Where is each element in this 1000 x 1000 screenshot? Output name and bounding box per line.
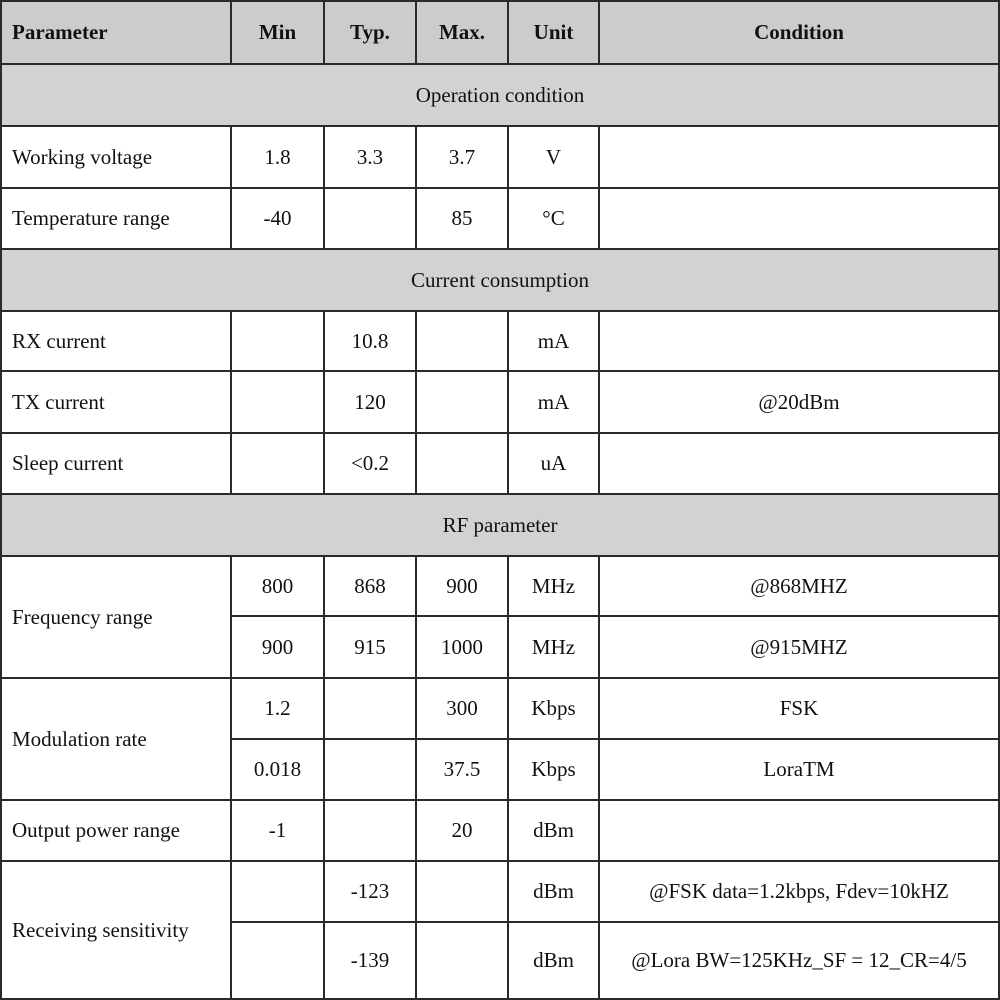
- min-cell: 0.018: [231, 739, 324, 800]
- min-cell: [231, 861, 324, 922]
- typ-cell: 120: [324, 371, 416, 433]
- table-row: [1, 311, 999, 371]
- unit-cell: MHz: [508, 556, 599, 616]
- unit-cell: °C: [508, 188, 599, 249]
- section-title: RF parameter: [1, 494, 999, 556]
- table-row: [1, 800, 999, 861]
- typ-cell: 868: [324, 556, 416, 616]
- max-cell: [416, 371, 508, 433]
- param-cell: Modulation rate: [1, 678, 231, 800]
- max-cell: [416, 433, 508, 494]
- param-cell: Output power range: [1, 800, 231, 861]
- unit-cell: V: [508, 126, 599, 188]
- condition-cell: [599, 126, 999, 188]
- max-cell: 20: [416, 800, 508, 861]
- condition-cell: LoraTM: [599, 739, 999, 800]
- typ-cell: [324, 678, 416, 739]
- condition-cell: @868MHZ: [599, 556, 999, 616]
- condition-cell: [599, 800, 999, 861]
- condition-cell: @20dBm: [599, 371, 999, 433]
- param-cell: Frequency range: [1, 556, 231, 678]
- min-cell: [231, 433, 324, 494]
- header-min: Min: [231, 1, 324, 64]
- condition-cell: @FSK data=1.2kbps, Fdev=10kHZ: [599, 861, 999, 922]
- section-title: Current consumption: [1, 249, 999, 311]
- max-cell: 900: [416, 556, 508, 616]
- param-cell: Sleep current: [1, 433, 231, 494]
- typ-cell: [324, 800, 416, 861]
- min-cell: 1.8: [231, 126, 324, 188]
- typ-cell: 3.3: [324, 126, 416, 188]
- param-cell: RX current: [1, 311, 231, 371]
- max-cell: 300: [416, 678, 508, 739]
- typ-cell: -139: [324, 922, 416, 999]
- min-cell: [231, 371, 324, 433]
- section-row: [1, 64, 999, 126]
- table-row: [1, 188, 999, 249]
- condition-cell: [599, 188, 999, 249]
- unit-cell: dBm: [508, 922, 599, 999]
- param-cell: TX current: [1, 371, 231, 433]
- max-cell: 3.7: [416, 126, 508, 188]
- min-cell: [231, 922, 324, 999]
- param-cell: Working voltage: [1, 126, 231, 188]
- table-row: [1, 861, 999, 922]
- typ-cell: -123: [324, 861, 416, 922]
- min-cell: 1.2: [231, 678, 324, 739]
- section-row: [1, 494, 999, 556]
- condition-cell: [599, 433, 999, 494]
- condition-cell: [599, 311, 999, 371]
- unit-cell: uA: [508, 433, 599, 494]
- max-cell: [416, 861, 508, 922]
- header-unit: Unit: [508, 1, 599, 64]
- header-parameter: Parameter: [1, 1, 231, 64]
- typ-cell: [324, 188, 416, 249]
- min-cell: 800: [231, 556, 324, 616]
- typ-cell: 10.8: [324, 311, 416, 371]
- max-cell: 1000: [416, 616, 508, 678]
- max-cell: 37.5: [416, 739, 508, 800]
- table-row: [1, 433, 999, 494]
- section-row: [1, 249, 999, 311]
- unit-cell: Kbps: [508, 678, 599, 739]
- typ-cell: 915: [324, 616, 416, 678]
- unit-cell: dBm: [508, 861, 599, 922]
- unit-cell: mA: [508, 311, 599, 371]
- condition-cell: @915MHZ: [599, 616, 999, 678]
- max-cell: [416, 922, 508, 999]
- table-row: [1, 556, 999, 616]
- header-typ: Typ.: [324, 1, 416, 64]
- condition-cell: FSK: [599, 678, 999, 739]
- condition-cell: @Lora BW=125KHz_SF = 12_CR=4/5: [599, 922, 999, 999]
- unit-cell: dBm: [508, 800, 599, 861]
- max-cell: [416, 311, 508, 371]
- min-cell: -1: [231, 800, 324, 861]
- header-row: [1, 1, 999, 64]
- section-title: Operation condition: [1, 64, 999, 126]
- unit-cell: mA: [508, 371, 599, 433]
- header-condition: Condition: [599, 1, 999, 64]
- table-row: [1, 371, 999, 433]
- min-cell: 900: [231, 616, 324, 678]
- table-row: [1, 678, 999, 739]
- param-cell: Receiving sensitivity: [1, 861, 231, 999]
- typ-cell: [324, 739, 416, 800]
- min-cell: [231, 311, 324, 371]
- header-max: Max.: [416, 1, 508, 64]
- typ-cell: <0.2: [324, 433, 416, 494]
- min-cell: -40: [231, 188, 324, 249]
- table-row: [1, 126, 999, 188]
- max-cell: 85: [416, 188, 508, 249]
- param-cell: Temperature range: [1, 188, 231, 249]
- unit-cell: Kbps: [508, 739, 599, 800]
- unit-cell: MHz: [508, 616, 599, 678]
